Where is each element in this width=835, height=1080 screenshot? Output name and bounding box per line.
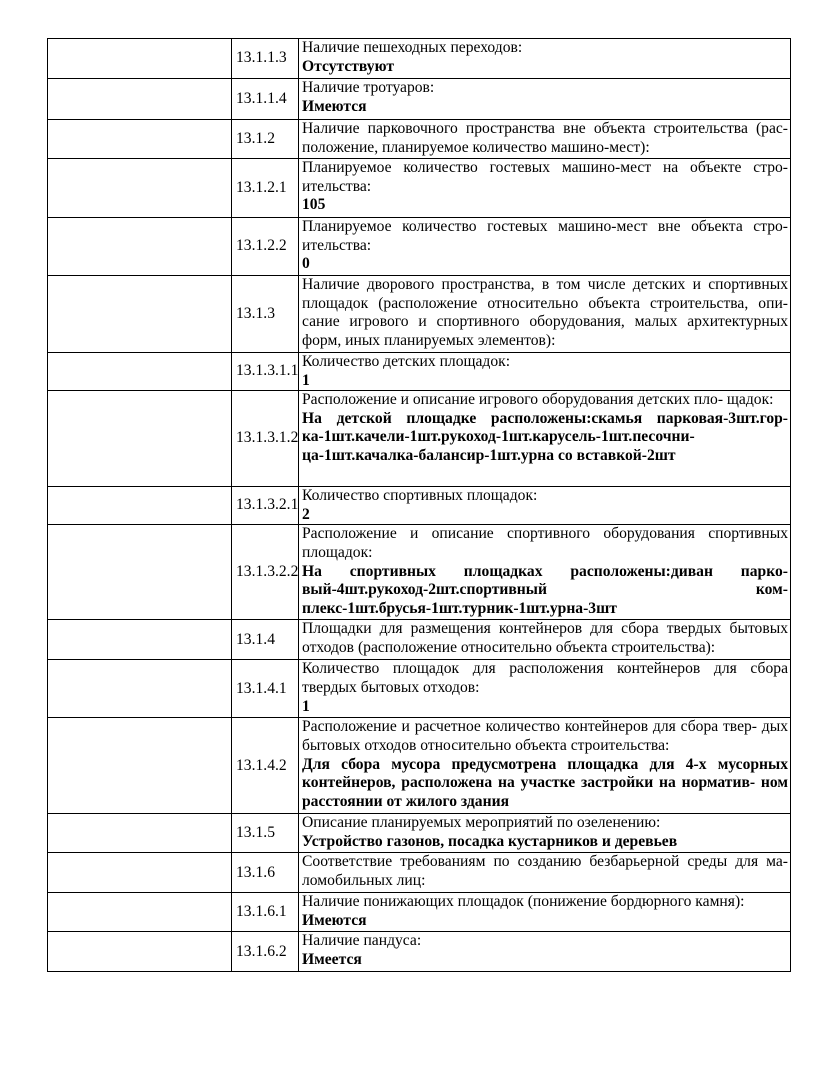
row-text [299, 276, 791, 353]
row-value: Для сбора мусора предусмотрена площадка для 4-х мусорных контейнеров, расположена на участке застройки на норматив- ном расстоянии от жилого здания [302, 755, 788, 810]
section-number: 13.1.3.2.2 [232, 525, 299, 620]
row-value: 2 [302, 505, 310, 523]
row-value: Устройство газонов, посадка кустарников и деревьев [302, 832, 678, 850]
section-number: 13.1.6.2 [232, 932, 299, 972]
section-number: 13.1.3 [232, 276, 299, 353]
table-row [48, 718, 791, 814]
row-value: На спортивных площадках расположены:диван парко- вый-4шт.рукоход-2шт.спортивный ком- плекс-1шт.брусья-1шт.турник-1шт.урна-3шт [302, 562, 788, 617]
row-label: Наличие парковочного пространства вне объекта строительства (рас- положение, планируемое количество машино-мест): [302, 120, 788, 156]
row-label: Расположение и описание игрового оборудования детских пло- щадок: [302, 391, 774, 409]
row-value: 105 [302, 196, 326, 214]
section-number: 13.1.2 [232, 120, 299, 159]
row-label: Наличие пандуса: [302, 932, 422, 950]
row-text [299, 814, 791, 853]
section-number: 13.1.6.1 [232, 893, 299, 932]
section-number: 13.1.3.1.2 [232, 391, 299, 487]
table-row [48, 218, 791, 276]
row-label: Планируемое количество гостевых машино-мест на объекте стро- ительства: [302, 159, 788, 195]
row-text [299, 660, 791, 718]
row-text [299, 487, 791, 525]
row-label: Планируемое количество гостевых машино-мест вне объекта стро- ительства: [302, 218, 788, 254]
empty-cell [48, 853, 232, 893]
row-label: Расположение и описание спортивного оборудования спортивных площадок: [302, 525, 788, 561]
row-value: Имеется [302, 950, 362, 968]
section-number: 13.1.3.2.1 [232, 487, 299, 525]
empty-cell [48, 79, 232, 120]
row-label: Наличие пешеходных переходов: [302, 39, 523, 56]
empty-cell [48, 218, 232, 276]
row-label: Наличие тротуаров: [302, 79, 435, 96]
section-number: 13.1.6 [232, 853, 299, 893]
row-text [299, 893, 791, 932]
row-text [299, 932, 791, 972]
table-row [48, 159, 791, 218]
row-label: Количество детских площадок: [302, 353, 511, 370]
row-label: Наличие дворового пространства, в том числе детских и спортивных площадок (расположение относительно объекта строительства, опи- сание игрового и спортивного оборудования, малых архитектурных форм, иных планируемых элементов): [302, 276, 788, 349]
section-number: 13.1.2.2 [232, 218, 299, 276]
row-label: Наличие понижающих площадок (понижение бордюрного камня): [302, 893, 745, 911]
row-label: Соответствие требованиям по созданию безбарьерной среды для ма- ломобильных лиц: [302, 853, 788, 889]
table-row [48, 525, 791, 620]
empty-cell [48, 39, 232, 79]
row-value: Имеются [302, 911, 367, 929]
section-number: 13.1.5 [232, 814, 299, 853]
table-row [48, 79, 791, 120]
row-value: На детской площадке расположены:скамья парковая-3шт.гор- ка-1шт.качели-1шт.рукоход-1шт.карусель-1шт.песочни- ца-1шт.качалка-балансир-1шт.урна со вставкой-2шт [302, 409, 788, 464]
empty-cell [48, 525, 232, 620]
row-value: 0 [302, 255, 310, 273]
row-text [299, 120, 791, 159]
table-row [48, 353, 791, 391]
section-number: 13.1.4 [232, 620, 299, 660]
table-row [48, 660, 791, 718]
table-row [48, 276, 791, 353]
empty-cell [48, 932, 232, 972]
document-page [47, 38, 790, 972]
row-value: Отсутствуют [302, 57, 394, 75]
row-text [299, 353, 791, 391]
section-number: 13.1.1.4 [232, 79, 299, 120]
row-label: Площадки для размещения контейнеров для сбора твердых бытовых отходов (расположение относительно объекта строительства): [302, 620, 788, 656]
empty-cell [48, 487, 232, 525]
empty-cell [48, 120, 232, 159]
row-text [299, 525, 791, 620]
empty-cell [48, 660, 232, 718]
row-label: Описание планируемых мероприятий по озеленению: [302, 814, 661, 832]
row-label: Количество площадок для расположения контейнеров для сбора твердых бытовых отходов: [302, 660, 788, 696]
row-text [299, 218, 791, 276]
row-text [299, 391, 791, 487]
empty-cell [48, 814, 232, 853]
row-text [299, 620, 791, 660]
table-row [48, 893, 791, 932]
row-value: 1 [302, 697, 310, 715]
empty-cell [48, 893, 232, 932]
table-row [48, 39, 791, 79]
row-value: Имеются [302, 97, 367, 115]
project-declaration-table [47, 38, 791, 972]
table-row [48, 620, 791, 660]
empty-cell [48, 718, 232, 814]
empty-cell [48, 620, 232, 660]
empty-cell [48, 276, 232, 353]
section-number: 13.1.4.2 [232, 718, 299, 814]
section-number: 13.1.1.3 [232, 39, 299, 79]
section-number: 13.1.2.1 [232, 159, 299, 218]
table-row [48, 391, 791, 487]
empty-cell [48, 353, 232, 391]
table-row [48, 487, 791, 525]
table-row [48, 120, 791, 159]
table-row [48, 814, 791, 853]
section-number: 13.1.3.1.1 [232, 353, 299, 391]
row-label: Расположение и расчетное количество контейнеров для сбора твер- дых бытовых отходов относительно объекта строительства: [302, 718, 788, 754]
empty-cell [48, 391, 232, 487]
row-text [299, 718, 791, 814]
row-label: Количество спортивных площадок: [302, 487, 538, 505]
row-value: 1 [302, 371, 310, 389]
section-number: 13.1.4.1 [232, 660, 299, 718]
empty-cell [48, 159, 232, 218]
table-row [48, 932, 791, 972]
row-text [299, 853, 791, 893]
table-row [48, 853, 791, 893]
row-text [299, 159, 791, 218]
row-text [299, 79, 791, 120]
row-text [299, 39, 791, 79]
